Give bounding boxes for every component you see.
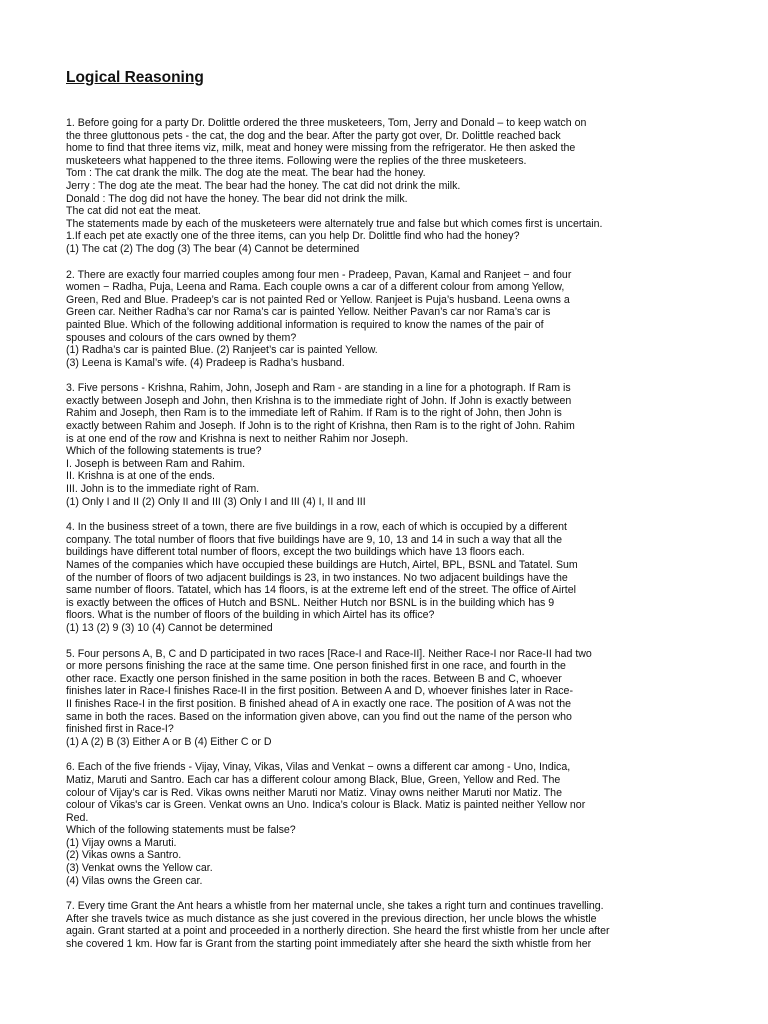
question-text-line: is exactly between the offices of Hutch and BSNL. Neither Hutch nor BSNL is in the building which has 9 [66,596,555,609]
question-text-line: colour of Vikas's car is Green. Venkat owns an Uno. Indica’s colour is Black. Matiz is painted neither Yellow nor [66,799,586,812]
question-text-line: is at one end of the row and Krishna is next to neither Rahim nor Joseph. [66,432,409,445]
question-text-line: The statements made by each of the musketeers were alternately true and false but which comes first is uncertain. [66,217,603,230]
question-text-line: (1) A (2) B (3) Either A or B (4) Either C or D [66,735,272,748]
question-text-line: (2) Vikas owns a Santro. [66,849,182,862]
question-3 [66,382,666,508]
question-text-line: 1.If each pet ate exactly one of the three items, can you help Dr. Dolittle find who had the honey? [66,230,520,243]
question-text-line: 5. Four persons A, B, C and D participated in two races [Race-I and Race-II]. Neither Race-I nor Race-II had two [66,647,592,660]
question-text-line: Names of the companies which have occupied these buildings are Hutch, Airtel, BPL, BSNL and Tatatel. Sum [66,559,578,571]
question-4 [66,521,666,634]
question-text-line: same number of floors. Tatatel, which has 14 floors, is at the extreme left end of the street. The office of Airtel [66,584,576,597]
question-text-line: 1. Before going for a party Dr. Dolittle ordered the three musketeers, Tom, Jerry and Donald – to keep watch on [66,117,587,129]
question-5 [66,648,666,749]
question-text-line: same in both the races. Based on the information given above, can you find out the name of the person who [66,710,572,723]
question-text-line: again. Grant started at a point and proceeded in a northerly direction. She heard the first whistle from her uncle after [66,925,610,938]
question-text-line: After she travels twice as much distance as she just covered in the previous direction, her uncle blows the whistle [66,912,597,925]
question-text-line: The cat did not eat the meat. [66,205,201,218]
question-text-line: (1) Radha’s car is painted Blue. (2) Ranjeet’s car is painted Yellow. [66,344,378,357]
question-text-line: exactly between Rahim and Joseph. If John is to the right of Krishna, then Ram is to the right of John. Rahim [66,420,575,433]
document-title: Logical Reasoning [66,69,204,86]
question-text-line: 4. In the business street of a town, there are five buildings in a row, each of which is occupied by a different [66,521,567,534]
question-text-line: colour of Vijay’s car is Red. Vikas owns neither Maruti nor Matiz. Vinay owns neither Maruti nor Matiz. The [66,786,562,799]
question-text-line: buildings have different total number of floors, except the two buildings which have 13 floors each. [66,546,525,559]
question-text-line: Donald : The dog did not have the honey. The bear did not drink the milk. [66,192,408,205]
question-text-line: 6. Each of the five friends - Vijay, Vinay, Vikas, Vilas and Venkat − owns a different car among - Uno, Indica, [66,761,571,774]
question-text-line: musketeers what happened to the three items. Following were the replies of the three musketeers. [66,154,527,167]
question-text-line: 3. Five persons - Krishna, Rahim, John, Joseph and Ram - are standing in a line for a photograph. If Ram is [66,382,571,395]
question-text-line: other race. Exactly one person finished in the same position in both the races. Between B and C, whoever [66,672,562,685]
question-text-line: she covered 1 km. How far is Grant from the starting point immediately after she heard the sixth whistle from her [66,938,592,951]
question-text-line: women − Radha, Puja, Leena and Rama. Each couple owns a car of a different colour from among Yellow, [66,281,565,294]
question-text-line: home to find that three items viz, milk, meat and honey were missing from the refrigerator. He then asked the [66,142,576,155]
question-text-line: Matiz, Maruti and Santro. Each car has a different colour among Black, Blue, Green, Yellow and Red. The [66,773,561,786]
question-text-line: (4) Vilas owns the Green car. [66,874,203,887]
question-text-line: Which of the following statements must be false? [66,824,296,837]
question-list [66,117,666,951]
question-text-line: (1) 13 (2) 9 (3) 10 (4) Cannot be determined [66,621,273,634]
question-text-line: painted Blue. Which of the following additional information is required to know the names of the pair of [66,318,544,331]
question-text-line: finishes later in Race-I finishes Race-II in the first position. Between A and D, whoever finishes later in Race- [66,685,573,698]
question-text-line: Green car. Neither Radha’s car nor Rama’s car is painted Yellow. Neither Pavan’s car nor Rama’s car is [66,306,551,319]
question-7 [66,900,666,950]
question-text-line: Green, Red and Blue. Pradeep’s car is not painted Red or Yellow. Ranjeet is Puja’s husband. Leena owns a [66,293,570,306]
question-text-line: floors. What is the number of floors of the building in which Airtel has its office? [66,609,435,622]
question-text-line: of the number of floors of two adjacent buildings is 23, in two instances. No two adjacent buildings have the [66,571,568,584]
question-text-line: (1) The cat (2) The dog (3) The bear (4) Cannot be determined [66,242,360,255]
question-text-line: finished first in Race-I? [66,723,174,736]
question-text-line: (3) Leena is Kamal’s wife. (4) Pradeep is Radha’s husband. [66,356,345,369]
question-text-line: (1) Only I and II (2) Only II and III (3) Only I and III (4) I, II and III [66,495,366,508]
question-text-line: exactly between Joseph and John, then Krishna is to the immediate right of John. If John is exactly between [66,394,572,407]
question-text-line: Jerry : The dog ate the meat. The bear had the honey. The cat did not drink the milk. [66,179,461,192]
question-text-line: the three gluttonous pets - the cat, the dog and the bear. After the party got over, Dr. Dolittle reached back [66,129,561,142]
question-text-line: II. Krishna is at one of the ends. [66,470,215,483]
question-text-line: company. The total number of floors that five buildings have are 9, 10, 13 and 14 in such a way that all the [66,533,563,546]
question-text-line: III. John is to the immediate right of Ram. [66,483,260,496]
question-text-line: (3) Venkat owns the Yellow car. [66,862,213,875]
question-text-line: 2. There are exactly four married couples among four men - Pradeep, Pavan, Kamal and Ranjeet − and four [66,268,572,281]
question-text-line: 7. Every time Grant the Ant hears a whistle from her maternal uncle, she takes a right turn and continues travelling. [66,900,604,913]
question-text-line: Which of the following statements is true? [66,445,262,458]
question-text-line: Red. [66,811,89,824]
question-6 [66,761,666,887]
question-text-line: II finishes Race-I in the first position. B finished ahead of A in exactly one race. The position of A was not the [66,697,572,710]
question-text-line: Rahim and Joseph, then Ram is to the immediate left of Rahim. If Ram is to the right of John, then John is [66,407,562,420]
question-1 [66,117,666,256]
question-text-line: or more persons finishing the race at the same time. One person finished first in one race, and fourth in the [66,660,566,673]
document-page [66,68,666,964]
question-text-line: Tom : The cat drank the milk. The dog ate the meat. The bear had the honey. [66,167,426,180]
question-text-line: (1) Vijay owns a Maruti. [66,836,177,849]
question-text-line: spouses and colours of the cars owned by them? [66,331,297,344]
question-2 [66,269,666,370]
question-text-line: I. Joseph is between Ram and Rahim. [66,457,246,470]
